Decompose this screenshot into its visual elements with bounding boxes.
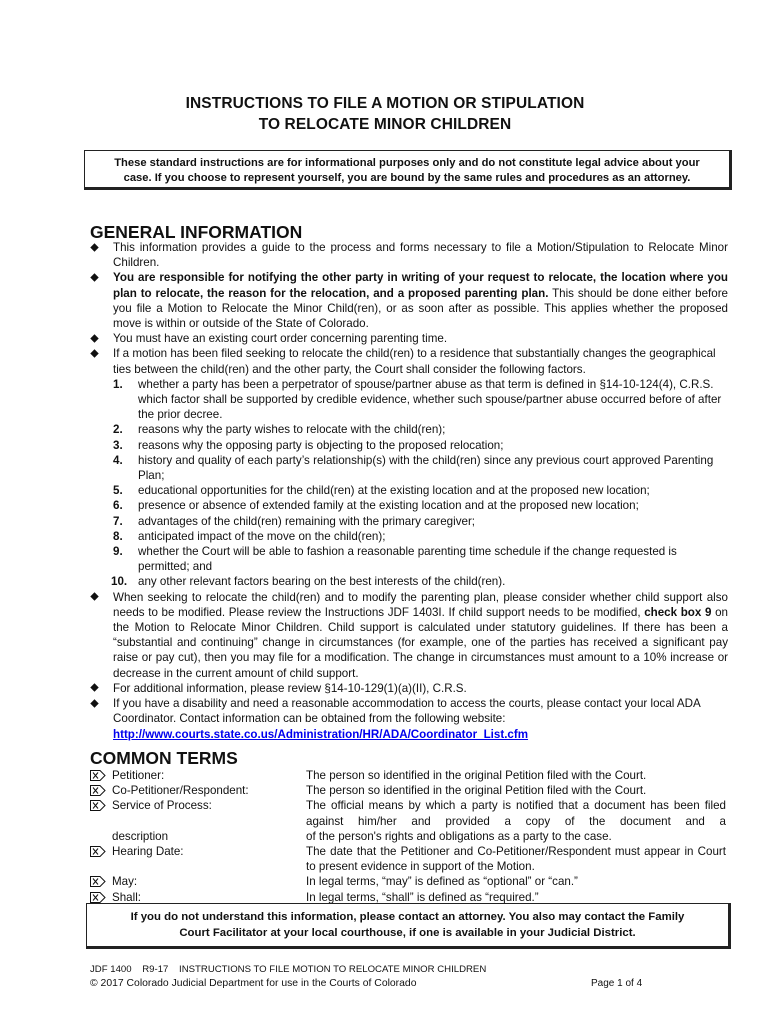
- ada-coordinator-link[interactable]: http://www.courts.state.co.us/Administration/HR/ADA/Coordinator_List.cfm: [113, 727, 529, 741]
- footer-copyright: © 2017 Colorado Judicial Department for use in the Courts of Colorado: [90, 978, 417, 989]
- title-line-2: TO RELOCATE MINOR CHILDREN: [258, 116, 512, 133]
- general-information-heading: GENERAL INFORMATION: [90, 222, 303, 242]
- x-box-arrow-icon: [90, 785, 106, 796]
- x-box-arrow-icon: [90, 846, 106, 857]
- factor-item: 1. whether a party has been a perpetrator of spouse/partner abuse as that term is defined in §14-10-124(4), C.R.S. which factor shall be supported by credible evidence, whether such spouse/partner abuse occurred before of after the prior decree.: [113, 377, 722, 422]
- general-information-list: [88, 240, 728, 742]
- black-diamond-icon: [90, 273, 98, 281]
- factor-item: 7. advantages of the child(ren) remaining with the primary caregiver;: [113, 514, 476, 528]
- black-diamond-icon: [90, 334, 98, 342]
- bullet-item: For additional information, please review §14-10-129(1)(a)(II), C.R.S.: [88, 681, 728, 696]
- document-title: [0, 93, 770, 135]
- x-box-arrow-icon: [90, 876, 106, 887]
- factor-item: 5. educational opportunities for the child(ren) at the existing location and at the proposed new location;: [113, 484, 650, 498]
- disclaimer-line-2: case. If you choose to represent yourself, you are bound by the same rules and procedures as an attorney.: [123, 172, 691, 184]
- term-row: Petitioner: The person so identified in the original Petition filed with the Court.: [88, 768, 728, 783]
- notice-line-2: Court Facilitator at your local courthouse, if one is available in your Judicial District.: [179, 927, 636, 939]
- footer: [90, 963, 650, 991]
- factor-item: 4. history and quality of each party’s relationship(s) with the child(ren) since any previous court approved Parenting Plan;: [113, 453, 714, 483]
- bullet-item: This information provides a guide to the process and forms necessary to file a Motion/Stipulation to Relocate Minor Children.: [88, 240, 728, 270]
- bullet-item: When seeking to relocate the child(ren) and to modify the parenting plan, please consider whether child support also needs to be modified. Please review the Instructions JDF 1403I. If child support needs to be modified, check box 9 on the Motion to Relocate Minor Children. Child support is calculated under statutory guidelines. If there has been a “substantial and continuing” change in circumstances (for example, one of the parties has received a significant pay raise or pay cut), then you may file for a modification. The change in circumstances must amount to a 10% increase or decrease in the current amount of child support.: [88, 590, 728, 681]
- common-terms-heading: COMMON TERMS: [90, 748, 238, 768]
- page-number: Page 1 of 4: [591, 978, 643, 989]
- term-row: May: In legal terms, “may” is defined as “optional” or “can.”: [88, 874, 728, 889]
- factors-list: [113, 377, 728, 590]
- factor-item: 9. whether the Court will be able to fashion a reasonable parenting time schedule if the change requested is permitted; and: [113, 545, 677, 574]
- black-diamond-icon: [90, 243, 98, 251]
- term-row: description of the person's rights and obligations as a party to the case.: [112, 829, 612, 843]
- term-row: Hearing Date: The date that the Petitioner and Co-Petitioner/Respondent must appear in Court to present evidence in support of the Motion.: [88, 844, 728, 874]
- factor-item: 8. anticipated impact of the move on the child(ren);: [113, 529, 386, 543]
- title-line-1: INSTRUCTIONS TO FILE A MOTION OR STIPULATION: [185, 95, 585, 112]
- common-terms-list: [88, 768, 728, 905]
- footer-form-line: JDF 1400 R9-17 INSTRUCTIONS TO FILE MOTION TO RELOCATE MINOR CHILDREN: [90, 964, 487, 975]
- term-row: Co-Petitioner/Respondent: The person so identified in the original Petition filed with the Court.: [88, 783, 728, 798]
- x-box-arrow-icon: [90, 770, 106, 781]
- factor-item: 6. presence or absence of extended family at the existing location and at the proposed new location;: [113, 499, 639, 513]
- bullet-item: You are responsible for notifying the other party in writing of your request to relocate, the location where you plan to relocate, the reason for the relocation, and a proposed parenting plan. This should be done either before you file a Motion to Relocate the Minor Child(ren), or as soon after as possible. This applies whether the proposed move is within or outside of the State of Colorado.: [88, 270, 728, 331]
- black-diamond-icon: [90, 593, 98, 601]
- factor-item: 3. reasons why the opposing party is objecting to the proposed relocation;: [113, 438, 504, 452]
- bullet-item: If you have a disability and need a reasonable accommodation to access the courts, please contact your local ADA Coordinator. Contact information can be obtained from the following website: http://www.courts.state.co.us/Administration/HR/ADA/Coordinator_List.cfm: [88, 696, 728, 742]
- bullet-item: You must have an existing court order concerning parenting time.: [88, 331, 728, 346]
- term-row: Shall: In legal terms, “shall” is defined as “required.”: [88, 890, 728, 905]
- notice-box: [86, 903, 731, 949]
- disclaimer-line-1: These standard instructions are for informational purposes only and do not constitute legal advice about your: [114, 157, 700, 169]
- bullet-item: If a motion has been filed seeking to relocate the child(ren) to a residence that substantially changes the geographical ties between the child(ren) and the other party, the Court shall consider the following factors. 1. whether a party has been a perpetrator of spouse/partner abuse as that term is defined in §14-10-124(4), C.R.S. which factor shall be supported by credible evidence, whether such spouse/partner abuse occurred before of after the prior decree. 2. reasons why the party wishes to relocate with the child(ren); 3. reasons why the opposing party is objecting to the proposed relocation; 4. history and quality of each party’s relationship(s) with the child(ren) since any previous court approved Parenting Plan; 5. educational opportunities for the child(ren) at the existing location and at the proposed new location; 6. presence or absence of extended family at the existing location and at the proposed new location; 7. advantages of the child(ren) remaining with the primary caregiver; 8. anticipated impact of the move on the child(ren); 9. whether the Court will be able to fashion a reasonable parenting time schedule if the change requested is permitted; and 10. any other relevant factors bearing on the best interests of the child(ren).: [88, 346, 728, 589]
- x-box-arrow-icon: [90, 800, 106, 811]
- term-row: Service of Process: The official means by which a party is notified that a document has been filed against him/her and provided a copy of the document and a: [88, 798, 728, 828]
- black-diamond-icon: [90, 349, 98, 357]
- factor-item: 2. reasons why the party wishes to relocate with the child(ren);: [113, 423, 446, 437]
- notice-line-1: If you do not understand this information, please contact an attorney. You also may contact the Family: [130, 911, 685, 923]
- black-diamond-icon: [90, 699, 98, 707]
- black-diamond-icon: [90, 684, 98, 692]
- factor-item: 10. any other relevant factors bearing on the best interests of the child(ren).: [111, 575, 506, 589]
- x-box-arrow-icon: [90, 892, 106, 903]
- disclaimer-box: [84, 150, 732, 190]
